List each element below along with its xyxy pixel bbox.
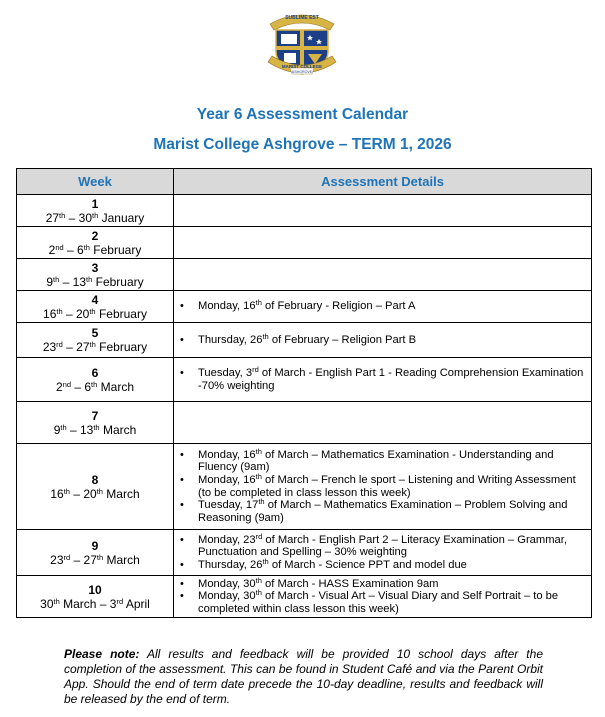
details-cell [174,195,592,227]
item-date-suffix: th [255,588,262,598]
item-date: Monday, 23 [198,533,256,546]
week-number: 10 [88,582,102,597]
end-suffix: th [89,340,96,349]
table-header-row [17,169,592,195]
assessment-item [198,556,585,572]
item-description: of March – French le sport – Listening and Writing Assessment (to be completed in class lesson this week) [198,473,576,499]
week-date-range [43,340,147,354]
start-suffix: th [56,306,63,316]
assessment-item [198,364,585,392]
college-crest-logo [266,8,338,80]
week-cell [17,358,174,402]
date-mid: – 27 [62,340,90,354]
week-date-range [46,211,145,225]
table-row [17,291,592,323]
end-text: March [102,486,140,501]
start-suffix: th [59,210,66,220]
item-date-suffix: th [255,575,262,585]
week-cell [17,195,174,227]
week-date-range [43,307,147,321]
item-date: Monday, 16 [198,473,256,486]
week-cell [17,259,174,291]
assessment-list [174,446,591,525]
item-description: of February – Religion Part B [268,333,417,346]
item-description: of February - Religion – Part A [261,300,416,313]
item-date-suffix: th [255,446,262,456]
week-date-range [54,423,137,437]
assessment-list [174,331,591,347]
week-cell [17,530,174,576]
table-row [17,402,592,444]
start-suffix: th [63,486,70,496]
item-date: Thursday, 26 [198,558,263,571]
week-date-range [40,597,150,611]
assessment-list [174,531,591,572]
week-number: 6 [91,365,99,380]
item-description: of March - Science PPT and model due [268,558,467,571]
item-description: of March - HASS Examination 9am [261,577,439,590]
item-date: Thursday, 26 [198,333,263,346]
date-mid: March – 3 [59,596,117,611]
item-date: Monday, 30 [198,590,256,603]
end-suffix: th [93,422,100,432]
week-number: 5 [91,326,99,340]
assessment-item [198,471,585,499]
table-row [17,530,592,576]
week-number: 1 [91,196,99,211]
table-row [17,358,592,402]
week-cell [17,402,174,444]
details-cell [174,291,592,323]
start-day: 30 [40,596,54,611]
item-date-suffix: th [258,497,265,507]
end-text: February [95,306,147,321]
date-mid: – 27 [70,552,97,567]
details-cell [174,323,592,358]
assessment-list [174,575,591,616]
start-day: 23 [42,340,57,354]
start-suffix: th [60,422,67,432]
assessment-list [174,364,591,392]
week-cell [17,444,174,530]
end-suffix: rd [116,596,124,606]
start-day: 2 [56,379,63,394]
item-date-suffix: th [262,556,269,566]
details-cell [174,402,592,444]
assessment-item [198,300,585,313]
week-number: 3 [91,260,99,275]
start-day: 16 [43,306,57,321]
start-day: 9 [46,274,54,289]
week-date-range [50,553,140,567]
details-cell [174,259,592,291]
week-number: 9 [91,538,99,553]
start-day: 23 [50,552,64,567]
item-date: Monday, 16 [198,300,256,313]
start-suffix: th [53,596,60,606]
start-suffix: nd [55,242,64,252]
table-row [17,195,592,227]
item-description: of March - English Part 2 – Literacy Examination – Grammar, Punctuation and Spelling – 30% weighting [198,533,567,559]
table-row [17,323,592,358]
end-suffix: th [91,379,98,389]
page-subtitle: Marist College Ashgrove – TERM 1, 2026 [153,136,452,153]
table-row [17,444,592,530]
end-text: March [97,379,134,394]
details-cell [174,530,592,576]
item-date-suffix: rd [252,364,259,374]
crest-banner-text: ASHGROVE [291,70,313,74]
week-number: 8 [91,472,99,487]
start-suffix: th [53,274,60,284]
item-description: of March – Mathematics Examination – Problem Solving and Reasoning (9am) [198,499,568,524]
start-suffix: rd [56,340,63,349]
date-mid: – 13 [66,422,94,437]
start-suffix: nd [62,379,72,389]
table-body [17,195,592,618]
end-suffix: th [96,486,103,496]
end-text: April [123,596,150,611]
week-cell [17,227,174,259]
end-suffix: th [86,274,93,284]
end-text: March [99,422,137,437]
end-suffix: th [83,242,90,252]
week-cell [17,323,174,358]
end-text: January [98,210,145,225]
assessment-item [198,531,585,559]
date-mid: – 30 [65,210,93,225]
date-mid: – 6 [63,242,84,257]
item-description: of March – Mathematics Examination - Understanding and Fluency (9am) [198,448,554,474]
week-date-range [46,275,143,289]
start-suffix: rd [63,552,71,562]
item-description: of March - English Part 1 - Reading Comprehension Examination -70% weighting [198,366,584,392]
week-number: 2 [91,228,99,243]
start-day: 9 [53,422,61,437]
item-date: Monday, 16 [198,448,256,461]
date-mid: – 20 [62,306,90,321]
item-date-suffix: th [255,471,262,481]
date-mid: – 20 [69,486,97,501]
end-suffix: th [92,210,99,220]
item-date: Tuesday, 17 [198,499,259,512]
assessment-item [198,331,585,347]
item-date-suffix: th [255,298,262,308]
please-note-paragraph [64,647,543,707]
table-row [17,576,592,618]
details-cell [174,227,592,259]
date-mid: – 6 [71,379,92,394]
start-day: 27 [45,210,60,225]
note-label: Please note: [64,647,140,661]
item-date-suffix: th [262,331,269,341]
item-date-suffix: rd [255,531,263,541]
week-date-range [56,380,134,394]
details-cell [174,358,592,402]
assessment-item [198,446,585,474]
end-suffix: th [96,552,104,562]
note-text: All results and feedback will be provided 10 school days after the completion of the assessment. This can be found in Student Café and via the Parent Orbit App. Should the end of term date precede the 10-day deadline, results and feedback will be released by the end of term. [64,647,543,706]
details-cell [174,444,592,530]
crest-motto-text: SUBLIME EST [285,15,319,21]
week-cell [17,291,174,323]
end-text: March [103,552,140,567]
end-suffix: th [89,306,96,316]
table-row [17,259,592,291]
assessment-item [198,590,585,615]
assessment-calendar-table [16,168,592,618]
end-text: February [95,340,148,354]
crest-name-text: MARIST COLLEGE [281,64,323,69]
details-cell [174,576,592,618]
item-description: of March - Visual Art – Visual Diary and Self Portrait – to be completed within class lesson this week) [198,590,559,615]
end-text: February [89,242,142,257]
details-column-header: Assessment Details [174,169,592,195]
week-column-header: Week [17,169,174,195]
item-date: Monday, 30 [198,577,256,590]
end-text: February [92,274,144,289]
week-date-range [50,487,139,501]
date-mid: – 13 [59,274,87,289]
page-title: Year 6 Assessment Calendar [196,106,409,123]
week-cell [17,576,174,618]
week-date-range [49,243,142,257]
table-row [17,227,592,259]
assessment-item [198,499,585,524]
start-day: 2 [48,242,56,257]
assessment-list [174,300,591,313]
week-number: 4 [91,292,99,307]
start-day: 16 [50,486,64,501]
week-number: 7 [91,408,99,423]
item-date: Tuesday, 3 [198,366,253,379]
